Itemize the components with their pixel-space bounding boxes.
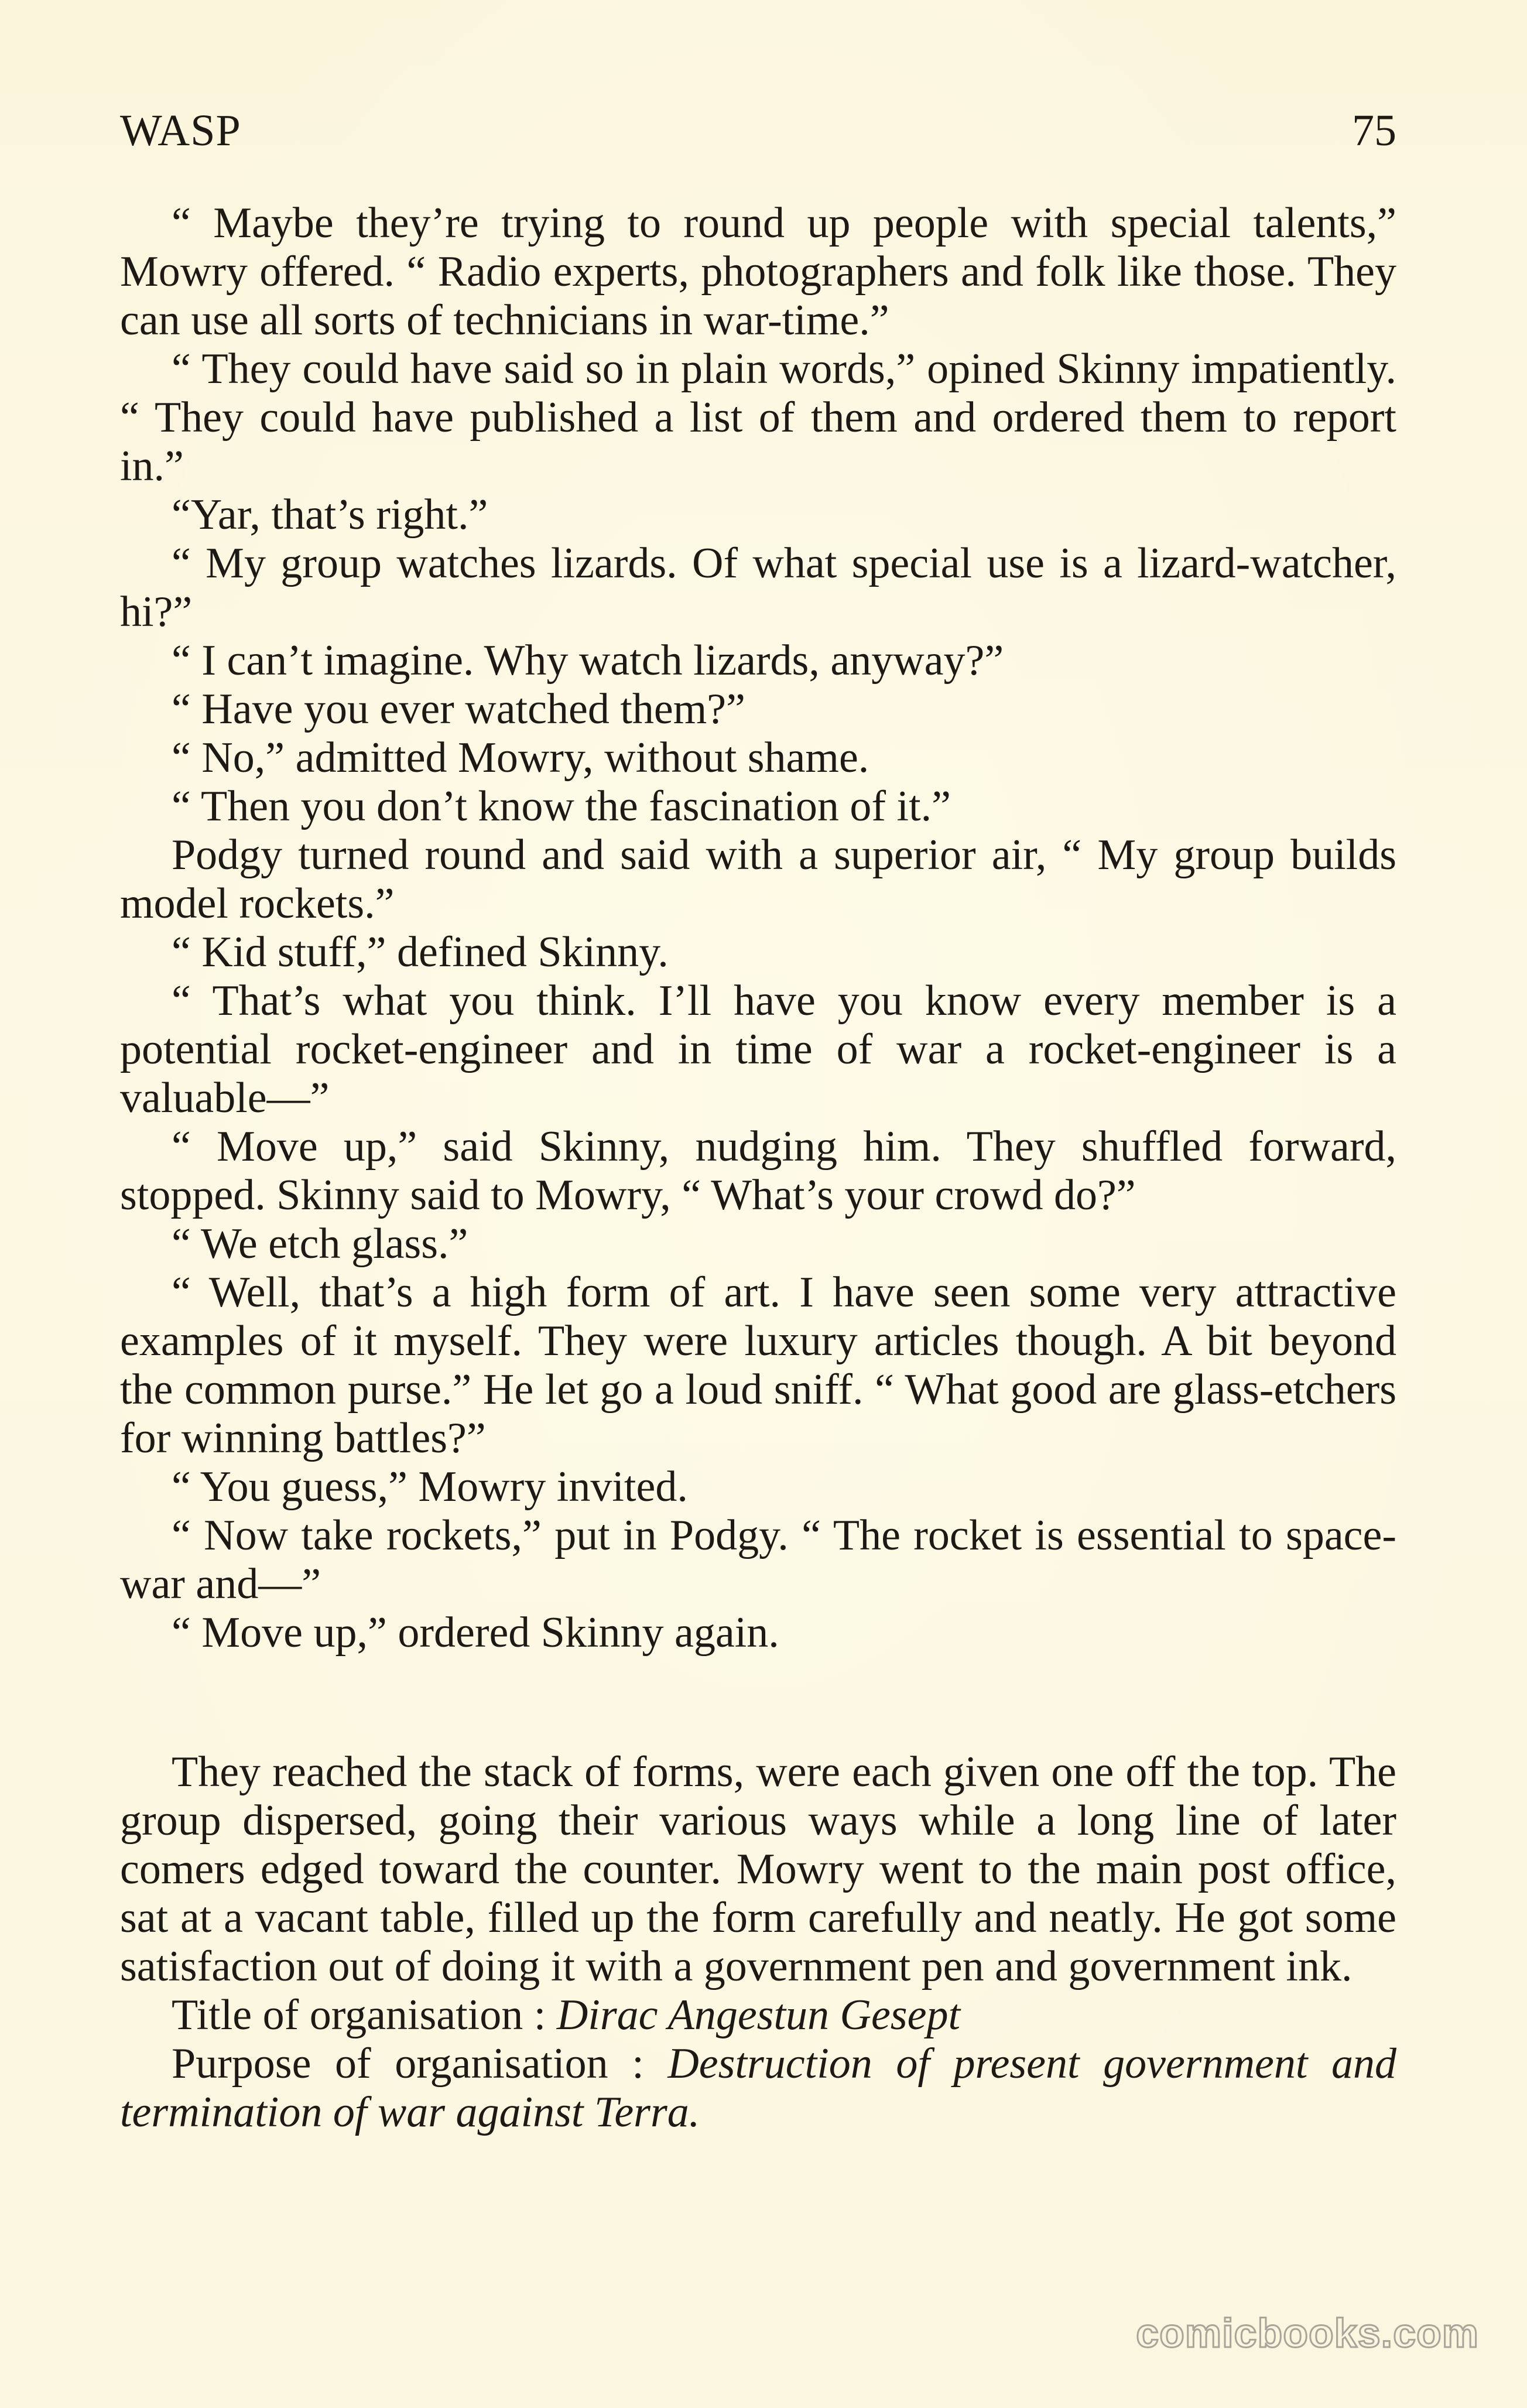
section-break xyxy=(120,1657,1396,1748)
dialogue-paragraph: “ My group watches lizards. Of what special use is a lizard-watcher, hi?” xyxy=(120,539,1396,636)
dialogue-paragraph: Podgy turned round and said with a superior air, “ My group builds model rockets.” xyxy=(120,831,1396,928)
dialogue-paragraph: “ That’s what you think. I’ll have you know every member is a potential rocket-engineer and in time of war a rocket-engineer is a valuable—” xyxy=(120,977,1396,1122)
dialogue-paragraph: “ Kid stuff,” defined Skinny. xyxy=(172,928,669,976)
dialogue-paragraph: “ They could have said so in plain words,” opined Skinny impatiently. “ They could have published a list of them and ordered them to report in.” xyxy=(120,345,1396,490)
body-text xyxy=(120,199,1396,2137)
form-field-purpose xyxy=(120,2040,1396,2137)
form-field-label: Title of organisation : xyxy=(172,1991,557,2039)
dialogue-paragraph: “ I can’t imagine. Why watch lizards, anyway?” xyxy=(172,637,1004,685)
form-field-value: Destruction of present government and termination of war against Terra. xyxy=(120,2040,1396,2136)
form-field-value: Dirac Angestun Gesept xyxy=(556,1991,961,2039)
dialogue-paragraph: “ You guess,” Mowry invited. xyxy=(172,1463,688,1511)
dialogue-paragraph: “ Move up,” said Skinny, nudging him. They shuffled forward, stopped. Skinny said to Mowry, “ What’s your crowd do?” xyxy=(120,1123,1396,1219)
narrative-paragraph: They reached the stack of forms, were each given one off the top. The group dispersed, going their various ways while a long line of later comers edged toward the counter. Mowry went to the main post office, sat at a vacant table, filled up the form carefully and neatly. He got some satisfaction out of doing it with a government pen and government ink. xyxy=(120,1748,1396,1990)
dialogue-paragraph: “ No,” admitted Mowry, without shame. xyxy=(172,734,869,782)
running-head: WASP xyxy=(120,106,241,155)
dialogue-paragraph: “ Have you ever watched them?” xyxy=(172,685,745,733)
dialogue-paragraph: “ We etch glass.” xyxy=(172,1220,468,1268)
dialogue-paragraph: “Yar, that’s right.” xyxy=(172,491,488,539)
dialogue-paragraph: “ Move up,” ordered Skinny again. xyxy=(172,1609,779,1657)
form-field-title xyxy=(120,1991,1396,2040)
site-watermark: comicbooks.com xyxy=(1136,2310,1479,2356)
page-header xyxy=(120,105,1396,158)
dialogue-paragraph: “ Maybe they’re trying to round up people with special talents,” Mowry offered. “ Radio experts, photographers and folk like those. They can use all sorts of technicians in war-time.” xyxy=(120,199,1396,344)
dialogue-paragraph: “ Now take rockets,” put in Podgy. “ The rocket is essential to space-war and—” xyxy=(120,1511,1396,1608)
dialogue-paragraph: “ Then you don’t know the fascination of it.” xyxy=(172,782,951,830)
page-number: 75 xyxy=(1352,106,1396,155)
form-field-label: Purpose of organisation : xyxy=(172,2040,668,2088)
dialogue-paragraph: “ Well, that’s a high form of art. I have seen some very attractive examples of it myself. They were luxury articles though. A bit beyond the common purse.” He let go a loud sniff. “ What good are glass-etchers for winning battles?” xyxy=(120,1268,1396,1462)
